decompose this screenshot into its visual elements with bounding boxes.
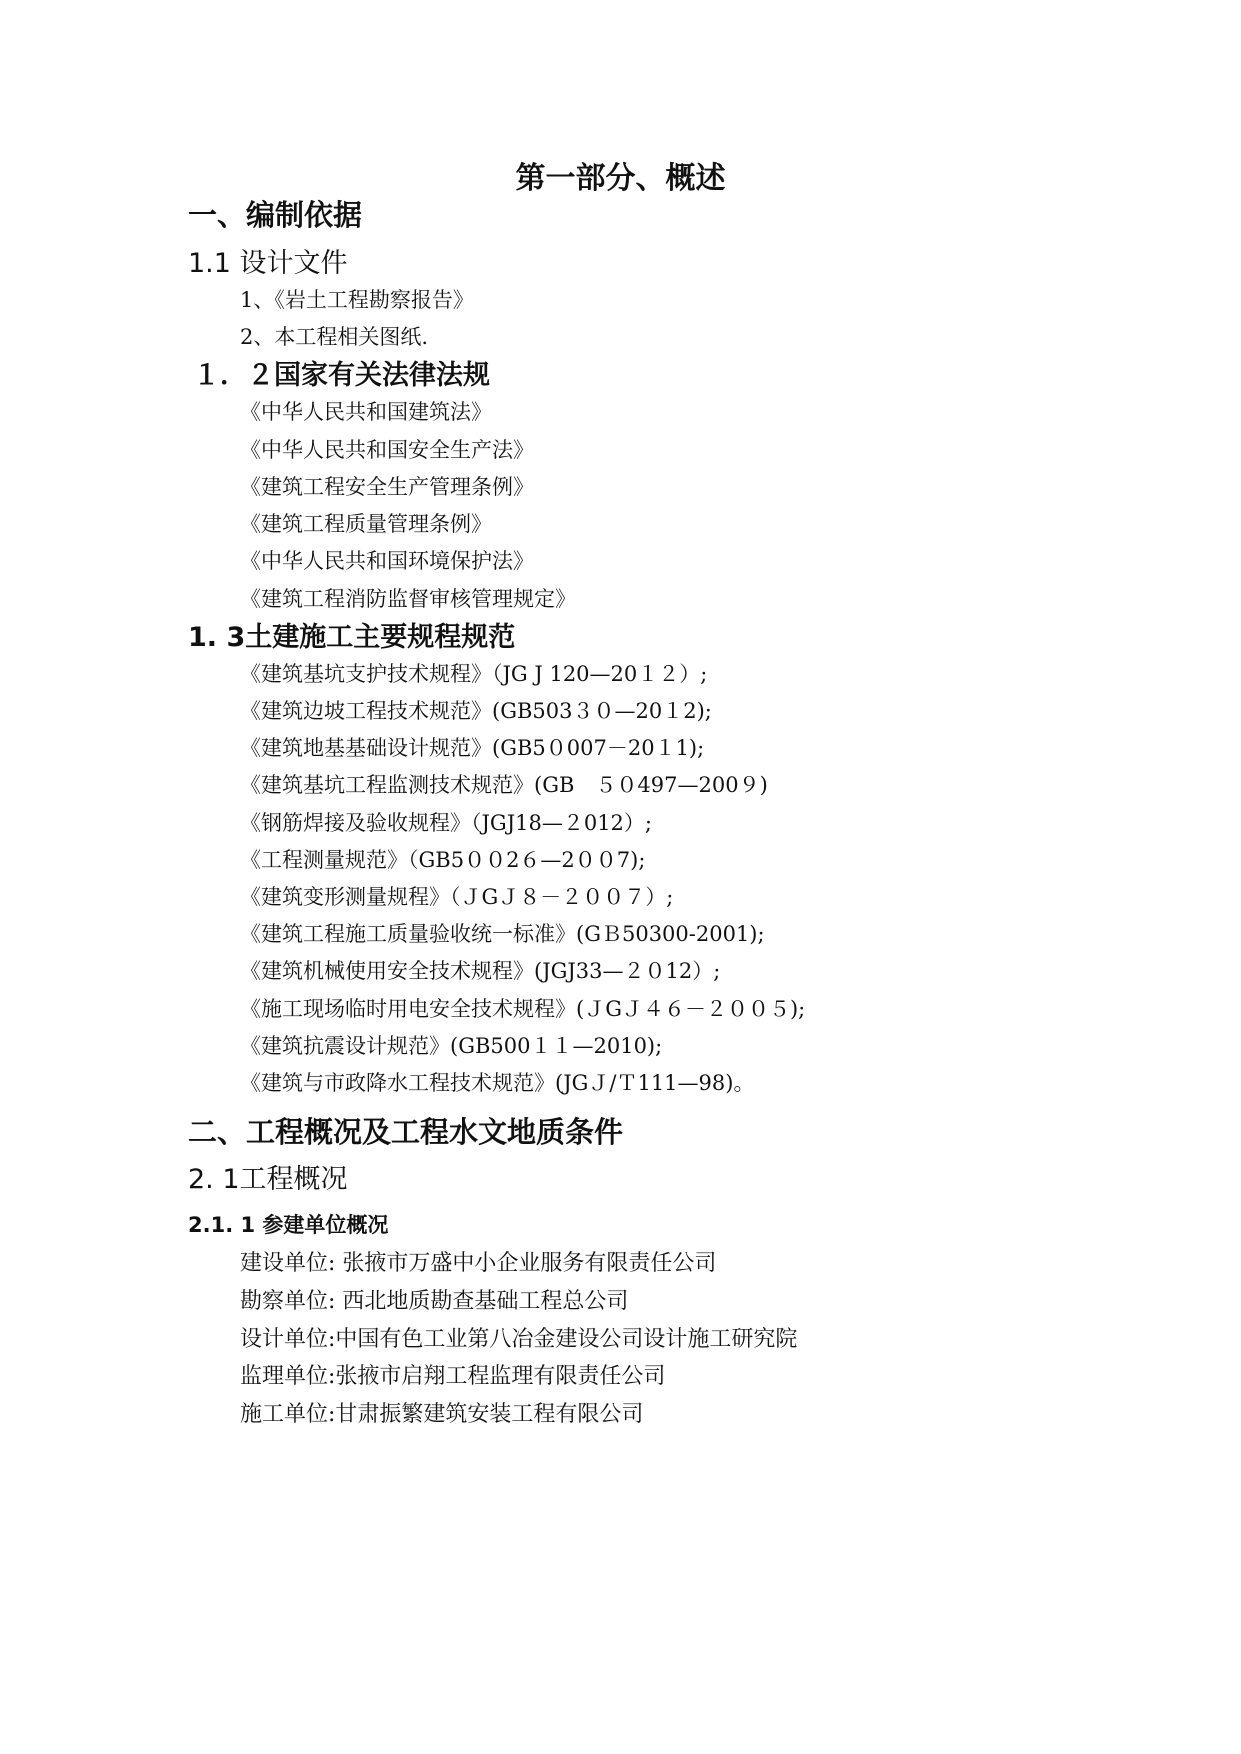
section-heading-basis: 一、编制依据 [188, 198, 363, 232]
list-item: 《建筑工程施工质量验收统一标准》(GＢ50300-2001); [240, 922, 765, 946]
list-item: 1、《岩土工程勘察报告》 [240, 288, 474, 312]
list-item: 《建筑抗震设计规范》(GB500１１—2010); [240, 1034, 663, 1058]
subsubsection-heading-participants: 2.1. 1 参建单位概况 [188, 1213, 389, 1237]
list-item: 《建筑机械使用安全技术规程》(JGJ33—２０12）; [240, 959, 721, 983]
list-item: 《建筑工程安全生产管理条例》 [240, 475, 534, 499]
list-item: 2、本工程相关图纸. [240, 325, 429, 349]
list-item: 《工程测量规范》（GB5００2６—2００7); [240, 848, 646, 872]
list-item: 《建筑地基基础设计规范》(GB5０007－20１1); [240, 736, 705, 760]
section-heading-overview: 二、工程概况及工程水文地质条件 [188, 1115, 624, 1149]
subsection-heading-design-docs: 1.1 设计文件 [188, 248, 348, 279]
subsection-heading-project-overview: 2. 1工程概况 [188, 1164, 348, 1195]
subsection-heading-laws: １．２国家有关法律法规 [193, 360, 490, 391]
participant-unit: 监理单位:张掖市启翔工程监理有限责任公司 [240, 1364, 666, 1389]
list-item: 《建筑边坡工程技术规范》(GB503３０—20１2); [240, 699, 712, 723]
participant-unit: 施工单位:甘肃振繁建筑安装工程有限公司 [240, 1402, 644, 1427]
subsection-heading-codes: 1. 3土建施工主要规程规范 [188, 622, 516, 653]
list-item: 《建筑工程消防监督审核管理规定》 [240, 587, 576, 611]
list-item: 《施工现场临时用电安全技术规程》(ＪGＪ４６－２００５); [240, 997, 806, 1021]
participant-unit: 设计单位:中国有色工业第八冶金建设公司设计施工研究院 [240, 1327, 798, 1352]
participant-unit: 勘察单位: 西北地质勘查基础工程总公司 [240, 1289, 629, 1314]
list-item: 《中华人民共和国安全生产法》 [240, 438, 534, 462]
list-item: 《建筑工程质量管理条例》 [240, 512, 492, 536]
list-item: 《建筑基坑工程监测技术规范》(GB ５０497—200９) [240, 773, 768, 797]
list-item: 《中华人民共和国建筑法》 [240, 400, 492, 424]
participant-unit: 建设单位: 张掖市万盛中小企业服务有限责任公司 [240, 1251, 717, 1276]
list-item: 《建筑变形测量规程》（ＪGＪ８－２００７）; [240, 885, 674, 909]
list-item: 《建筑与市政降水工程技术规范》(JGＪ/Ｔ111—98)。 [240, 1071, 755, 1095]
list-item: 《钢筋焊接及验收规程》（JGJ18—２012）; [240, 811, 652, 835]
list-item: 《建筑基坑支护技术规程》（JG J 120—20１２）; [240, 662, 708, 686]
page-title: 第一部分、概述 [515, 161, 726, 196]
list-item: 《中华人民共和国环境保护法》 [240, 549, 534, 573]
